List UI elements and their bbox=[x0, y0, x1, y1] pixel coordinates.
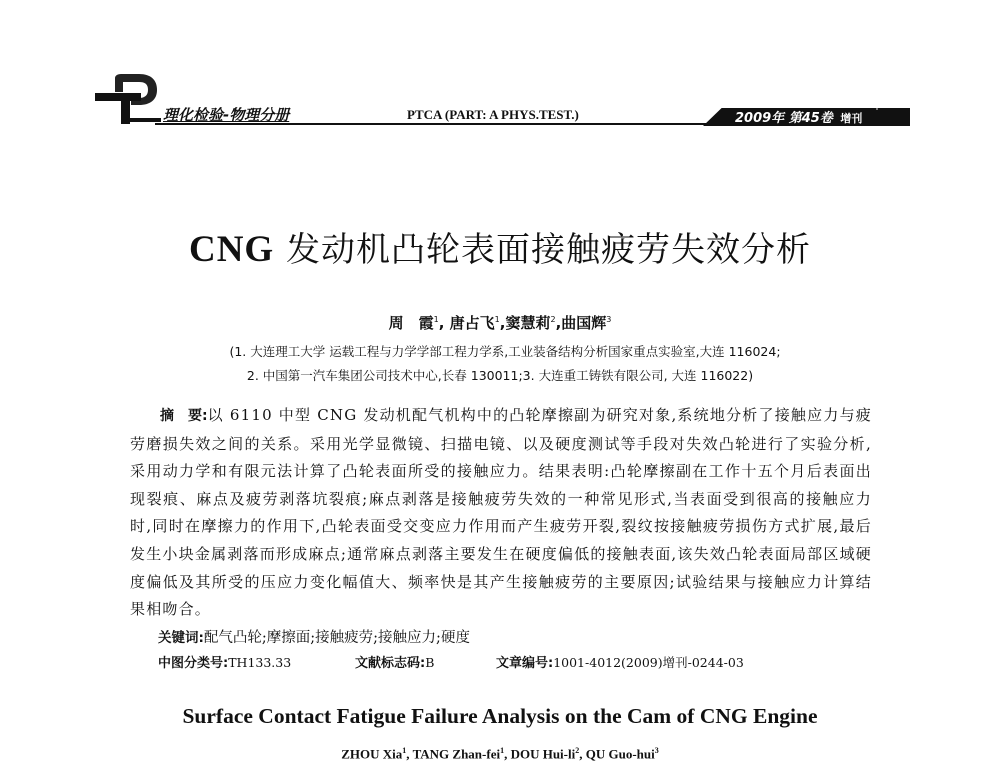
author-affiliation-mark: 1 bbox=[494, 315, 500, 324]
author-affiliation-mark: 2 bbox=[575, 746, 580, 755]
clc-label: 中图分类号: bbox=[158, 656, 229, 671]
paper-title-en: Surface Contact Fatigue Failure Analysis on the Cam of CNG Engine bbox=[182, 704, 818, 728]
issue-year-volume: 2009年 第45卷 bbox=[735, 111, 833, 126]
abstract bbox=[130, 402, 872, 624]
clc-number bbox=[158, 652, 291, 671]
author-name: 窦慧莉 bbox=[505, 314, 551, 332]
keywords bbox=[158, 626, 470, 647]
doc-code-value: B bbox=[425, 655, 435, 670]
ptca-p-logo-icon bbox=[95, 74, 165, 126]
keywords-label: 关键词: bbox=[158, 630, 204, 646]
paper-title-cn-text: 发动机凸轮表面接触疲劳失效分析 bbox=[274, 230, 812, 270]
article-number-value: 1001-4012(2009)增刊-0244-03 bbox=[553, 655, 744, 670]
affiliation-line-2: 2. 中国第一汽车集团公司技术中心,长春 130011;3. 大连重工铸铁有限公司, 大连 116022) bbox=[246, 368, 754, 383]
affiliation-line-1: (1. 大连理工大学 运载工程与力学学部工程力学系,工业装备结构分析国家重点实验室,大连 116024; bbox=[229, 344, 781, 359]
author-affiliation-mark: 1 bbox=[500, 746, 505, 755]
author-affiliation-mark: 1 bbox=[433, 315, 439, 324]
article-number-label: 文章编号: bbox=[496, 656, 554, 671]
scan-speck bbox=[876, 108, 878, 110]
abstract-label: 摘 要: bbox=[160, 408, 208, 424]
journal-name-en: PTCA (PART: A PHYS.TEST.) bbox=[407, 107, 579, 122]
author-name-en: DOU Hui-li bbox=[510, 746, 576, 762]
abstract-text: 以 6110 中型 CNG 发动机配气机构中的凸轮摩擦副为研究对象,系统地分析了接触应力与疲劳磨损失效之间的关系。采用光学显微镜、扫描电镜、以及硬度测试等手段对失效凸轮进行了实验分析,采用动力学和有限元法计算了凸轮表面所受的接触应力。结果表明:凸轮摩擦副在工作十五个月后表面出现裂痕、麻点及疲劳剥落坑裂痕;麻点剥落是接触疲劳失效的一种常见形式,当表面受到很高的接触应力时,同时在摩擦力的作用下,凸轮表面受交变应力作用而产生疲劳开裂,裂纹按接触疲劳损伤方式扩展,最后发生小块金属剥落而形成麻点;通常麻点剥落主要发生在硬度偏低的接触表面,该失效凸轮表面局部区域硬度偏低及其所受的压应力变化幅值大、频率快是其产生接触疲劳的主要原因;试验结果与接触应力计算结果相吻合。 bbox=[130, 406, 872, 619]
author-name-en: ZHOU Xia bbox=[341, 746, 403, 762]
paper-title-cn-latin: CNG bbox=[188, 229, 275, 270]
clc-value: TH133.33 bbox=[228, 655, 292, 670]
journal-name-cn: 理化检验-物理分册 bbox=[163, 106, 290, 124]
journal-header bbox=[95, 74, 910, 132]
doc-code-label: 文献标志码: bbox=[355, 656, 426, 671]
author-name: 曲国辉 bbox=[561, 314, 607, 332]
author-name: 唐占飞 bbox=[449, 314, 495, 332]
author-name-en: TANG Zhan-fei bbox=[412, 746, 501, 762]
paper-title-cn bbox=[0, 222, 1000, 271]
author-affiliation-mark: 2 bbox=[550, 315, 556, 324]
authors-cn: 周 霞$^1$, 唐占飞$^1$,窦慧莉$^2$,曲国辉$^3$ bbox=[388, 314, 612, 332]
article-number bbox=[496, 652, 744, 671]
issue-info bbox=[735, 107, 862, 126]
author-affiliation-mark: 3 bbox=[606, 315, 612, 324]
author-name-en: QU Guo-hui bbox=[585, 746, 655, 762]
author-name: 周 霞 bbox=[388, 314, 434, 332]
issue-supplement-tag: 增刊 bbox=[840, 112, 863, 125]
authors-en: ZHOU Xia$^1$, TANG Zhan-fei$^1$, DOU Hui-$li^2$, QU Guo-hui$^3$ bbox=[341, 746, 659, 762]
keywords-text: 配气凸轮;摩擦面;接触疲劳;接触应力;硬度 bbox=[203, 630, 470, 646]
author-affiliation-mark: 3 bbox=[654, 746, 659, 755]
document-code bbox=[355, 652, 434, 671]
author-affiliation-mark: 1 bbox=[402, 746, 407, 755]
